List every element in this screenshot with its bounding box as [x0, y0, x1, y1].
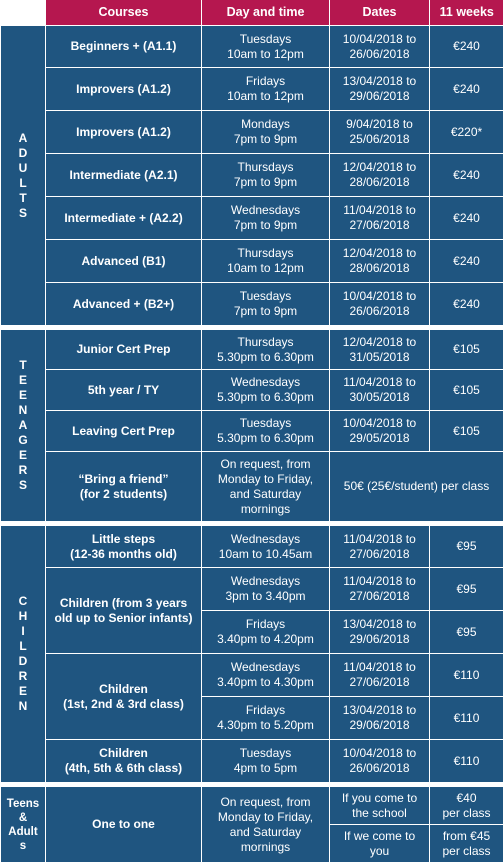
group-letter: N	[1, 403, 45, 418]
dates: 13/04/2018 to 29/06/2018	[330, 68, 430, 111]
group-letter: C	[1, 594, 45, 609]
header-day-time: Day and time	[202, 0, 330, 26]
dates: 10/04/2018 to 26/06/2018	[330, 740, 430, 783]
day-time: Thursdays 7pm to 9pm	[202, 154, 330, 197]
price: €240	[430, 197, 503, 240]
course-name: Junior Cert Prep	[46, 330, 202, 370]
table-row	[1, 787, 503, 825]
group-letters	[1, 358, 45, 493]
group-label-teens-adults: Teens & Adult s	[1, 787, 46, 863]
group-label-teenagers	[1, 330, 46, 522]
course-name: “Bring a friend” (for 2 students)	[46, 452, 202, 522]
group-letter: S	[1, 478, 45, 493]
price: 50€ (25€/student) per class	[330, 452, 503, 522]
group-letter: L	[1, 176, 45, 191]
table-row	[1, 740, 503, 783]
header-courses: Courses	[46, 0, 202, 26]
day-time: Fridays 4.30pm to 5.20pm	[202, 697, 330, 740]
header-dates: Dates	[330, 0, 430, 26]
day-time: Wednesdays 7pm to 9pm	[202, 197, 330, 240]
price: €110	[430, 654, 503, 697]
day-time: Wednesdays 3.40pm to 4.30pm	[202, 654, 330, 697]
group-letter: D	[1, 654, 45, 669]
table-row	[1, 26, 503, 68]
table-row	[1, 370, 503, 411]
price: €95	[430, 526, 503, 568]
table-row	[1, 283, 503, 326]
group-letter: U	[1, 161, 45, 176]
option-location: If we come to you	[330, 825, 430, 863]
table-row	[1, 568, 503, 611]
header-row	[1, 0, 503, 26]
day-time: Tuesdays 4pm to 5pm	[202, 740, 330, 783]
table-row	[1, 68, 503, 111]
price: €40 per class	[430, 787, 503, 825]
course-name: Intermediate (A2.1)	[46, 154, 202, 197]
price: €240	[430, 283, 503, 326]
group-letter: R	[1, 669, 45, 684]
group-letter: T	[1, 358, 45, 373]
dates: 10/04/2018 to 26/06/2018	[330, 283, 430, 326]
dates: 11/04/2018 to 27/06/2018	[330, 654, 430, 697]
price: €110	[430, 697, 503, 740]
price: €240	[430, 154, 503, 197]
price: €105	[430, 370, 503, 411]
course-name: 5th year / TY	[46, 370, 202, 411]
price: €95	[430, 568, 503, 611]
dates: 10/04/2018 to 29/05/2018	[330, 411, 430, 452]
group-letter: I	[1, 624, 45, 639]
table-row	[1, 240, 503, 283]
day-time: Wednesdays 10am to 10.45am	[202, 526, 330, 568]
option-location: If you come to the school	[330, 787, 430, 825]
price: €240	[430, 68, 503, 111]
table-row	[1, 526, 503, 568]
group-letters	[1, 131, 45, 221]
dates: 11/04/2018 to 27/06/2018	[330, 197, 430, 240]
group-letter: E	[1, 388, 45, 403]
table-row	[1, 154, 503, 197]
day-time: Tuesdays 5.30pm to 6.30pm	[202, 411, 330, 452]
group-letters	[1, 594, 45, 714]
dates: 11/04/2018 to 30/05/2018	[330, 370, 430, 411]
table-row	[1, 411, 503, 452]
course-name: Advanced + (B2+)	[46, 283, 202, 326]
course-name: Little steps (12-36 months old)	[46, 526, 202, 568]
course-name: Improvers (A1.2)	[46, 68, 202, 111]
dates: 12/04/2018 to 28/06/2018	[330, 154, 430, 197]
price: €105	[430, 411, 503, 452]
day-time: Thursdays 5.30pm to 6.30pm	[202, 330, 330, 370]
group-letter: H	[1, 609, 45, 624]
group-letter: R	[1, 463, 45, 478]
table-row	[1, 111, 503, 154]
table-row	[1, 330, 503, 370]
price: €110	[430, 740, 503, 783]
dates: 11/04/2018 to 27/06/2018	[330, 526, 430, 568]
price: from €45 per class	[430, 825, 503, 863]
group-letter: S	[1, 206, 45, 221]
day-time: Mondays 7pm to 9pm	[202, 111, 330, 154]
course-name: One to one	[46, 787, 202, 863]
day-time: Thursdays 10am to 12pm	[202, 240, 330, 283]
price: €240	[430, 240, 503, 283]
day-time: Fridays 3.40pm to 4.20pm	[202, 611, 330, 654]
group-letter: G	[1, 433, 45, 448]
group-letter: N	[1, 699, 45, 714]
table-row	[1, 197, 503, 240]
price: €240	[430, 26, 503, 68]
course-name: Intermediate + (A2.2)	[46, 197, 202, 240]
table-row	[1, 452, 503, 522]
price: €105	[430, 330, 503, 370]
group-letter: A	[1, 418, 45, 433]
group-letter: L	[1, 639, 45, 654]
day-time: On request, from Monday to Friday, and Saturday mornings	[202, 787, 330, 863]
course-name: Improvers (A1.2)	[46, 111, 202, 154]
dates: 12/04/2018 to 31/05/2018	[330, 330, 430, 370]
header-weeks: 11 weeks	[430, 0, 503, 26]
price: €220*	[430, 111, 503, 154]
day-time: Fridays 10am to 12pm	[202, 68, 330, 111]
day-time: On request, from Monday to Friday, and Saturday mornings	[202, 452, 330, 522]
header-blank	[1, 0, 46, 26]
dates: 13/04/2018 to 29/06/2018	[330, 611, 430, 654]
course-name: Children (4th, 5th & 6th class)	[46, 740, 202, 783]
dates: 9/04/2018 to 25/06/2018	[330, 111, 430, 154]
day-time: Wednesdays 3pm to 3.40pm	[202, 568, 330, 611]
day-time: Wednesdays 5.30pm to 6.30pm	[202, 370, 330, 411]
dates: 11/04/2018 to 27/06/2018	[330, 568, 430, 611]
course-name: Children (1st, 2nd & 3rd class)	[46, 654, 202, 740]
course-name: Beginners + (A1.1)	[46, 26, 202, 68]
dates: 13/04/2018 to 29/06/2018	[330, 697, 430, 740]
group-letter: E	[1, 684, 45, 699]
group-letter: T	[1, 191, 45, 206]
dates: 12/04/2018 to 28/06/2018	[330, 240, 430, 283]
course-name: Children (from 3 years old up to Senior infants)	[46, 568, 202, 654]
price: €95	[430, 611, 503, 654]
day-time: Tuesdays 10am to 12pm	[202, 26, 330, 68]
group-letter: E	[1, 373, 45, 388]
table-row	[1, 654, 503, 697]
group-label-children	[1, 526, 46, 783]
day-time: Tuesdays 7pm to 9pm	[202, 283, 330, 326]
course-name: Advanced (B1)	[46, 240, 202, 283]
group-letter: E	[1, 448, 45, 463]
dates: 10/04/2018 to 26/06/2018	[330, 26, 430, 68]
group-label-adults	[1, 26, 46, 326]
group-letter: D	[1, 146, 45, 161]
course-name: Leaving Cert Prep	[46, 411, 202, 452]
group-letter: A	[1, 131, 45, 146]
